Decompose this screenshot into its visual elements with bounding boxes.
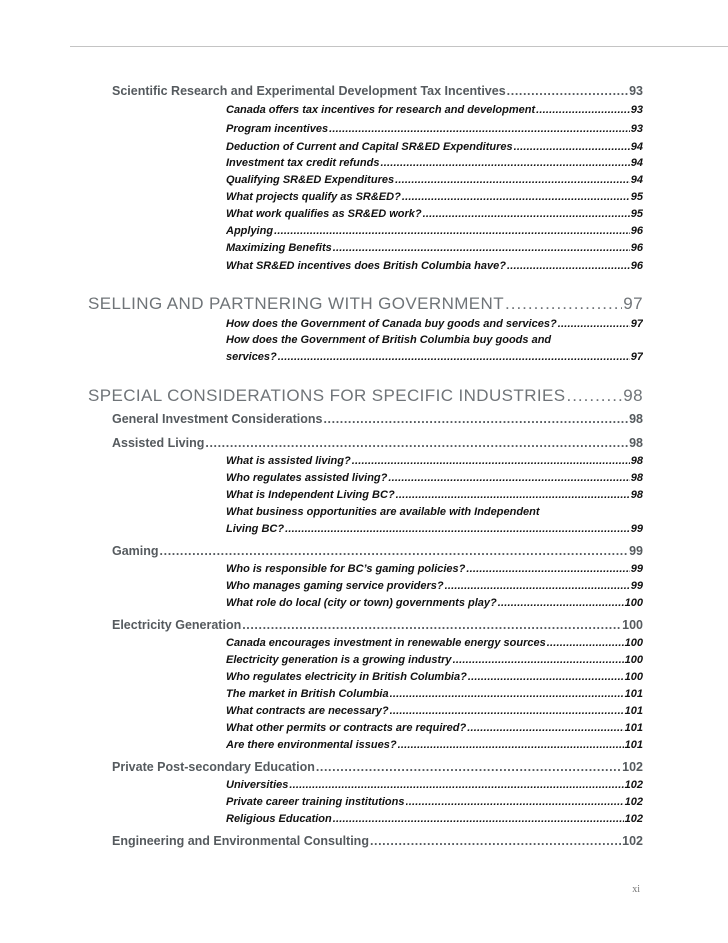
- toc-entry[interactable]: [226, 472, 643, 484]
- toc-entry-page: 101: [624, 739, 643, 751]
- toc-entry-page: 102: [624, 796, 643, 808]
- dot-leader: [242, 618, 621, 632]
- dot-leader: [514, 141, 630, 153]
- toc-entry-lead: What business opportunities are available with Independent: [226, 506, 540, 518]
- toc-entry-page: 98: [630, 489, 643, 501]
- dot-leader: [423, 208, 630, 220]
- toc-entry-page: 99: [629, 544, 643, 558]
- toc-entry[interactable]: [226, 260, 643, 272]
- toc-entry-page: 100: [624, 671, 643, 683]
- toc-entry[interactable]: [226, 739, 643, 751]
- toc-entry-page: 96: [630, 260, 643, 272]
- toc-entry-title: What work qualifies as SR&ED work?: [226, 208, 422, 220]
- dot-leader: [390, 688, 624, 700]
- toc-entry-page: 97: [630, 318, 643, 330]
- dot-leader: [402, 191, 630, 203]
- toc-entry-title: Universities: [226, 779, 289, 791]
- toc-entry-title: Program incentives: [226, 123, 329, 135]
- toc-section-page: 97: [623, 294, 643, 313]
- toc-entry-page: 101: [624, 705, 643, 717]
- toc-entry-page: 102: [624, 813, 643, 825]
- toc-entry[interactable]: [226, 779, 643, 791]
- toc-entry[interactable]: [226, 654, 643, 666]
- toc-entry-page: 100: [622, 618, 643, 632]
- dot-leader: [333, 242, 630, 254]
- toc-entry-sred[interactable]: [112, 84, 643, 98]
- toc-entry[interactable]: [226, 208, 643, 220]
- toc-entry-title: Canada offers tax incentives for research and development: [226, 104, 536, 116]
- toc-entry-page: 101: [624, 688, 643, 700]
- toc-entry-page: 93: [629, 84, 643, 98]
- toc-entry-title: What contracts are necessary?: [226, 705, 389, 717]
- dot-leader: [398, 739, 624, 751]
- toc-section-page: 98: [623, 386, 643, 405]
- toc-entry-page: 102: [622, 834, 643, 848]
- page-number: xi: [632, 884, 640, 895]
- toc-entry[interactable]: [226, 523, 643, 535]
- toc-entry[interactable]: [226, 597, 643, 609]
- toc-entry-title: Are there environmental issues?: [226, 739, 397, 751]
- toc-entry-page: 97: [630, 351, 643, 363]
- toc-entry-title: Electricity Generation: [112, 618, 242, 632]
- toc-entry[interactable]: [226, 225, 643, 237]
- toc-entry[interactable]: [226, 705, 643, 717]
- toc-entry[interactable]: [226, 141, 643, 153]
- dot-leader: [278, 351, 630, 363]
- toc-entry-page: 98: [629, 436, 643, 450]
- toc-entry-page: 102: [624, 779, 643, 791]
- toc-entry-title: General Investment Considerations: [112, 412, 323, 426]
- toc-entry-page: 99: [630, 580, 643, 592]
- dot-leader: [536, 104, 630, 116]
- toc-entry-title: Investment tax credit refunds: [226, 157, 380, 169]
- toc-entry-page: 96: [630, 242, 643, 254]
- toc-entry-page: 93: [630, 123, 643, 135]
- toc-entry[interactable]: [226, 157, 643, 169]
- toc-entry[interactable]: [226, 796, 643, 808]
- toc-entry-gaming[interactable]: [112, 544, 643, 558]
- dot-leader: [453, 654, 624, 666]
- toc-section-title: SPECIAL CONSIDERATIONS FOR SPECIFIC INDUSTRIES: [88, 386, 566, 405]
- dot-leader: [507, 84, 628, 98]
- dot-leader: [329, 123, 630, 135]
- toc-entry-page: 101: [624, 722, 643, 734]
- dot-leader: [333, 813, 624, 825]
- toc-entry-lead: How does the Government of British Columbia buy goods and: [226, 334, 552, 346]
- dot-leader: [445, 580, 630, 592]
- toc-entry-title: Who is responsible for BC’s gaming policies?: [226, 563, 466, 575]
- toc-entry-title: Assisted Living: [112, 436, 205, 450]
- toc-entry-title: How does the Government of Canada buy goods and services?: [226, 318, 557, 330]
- toc-entry-general-investment[interactable]: [112, 412, 643, 426]
- toc-entry-title: Who regulates assisted living?: [226, 472, 388, 484]
- dot-leader: [388, 472, 629, 484]
- header-rule: [70, 46, 728, 47]
- dot-leader: [205, 436, 628, 450]
- toc-entry[interactable]: [226, 174, 643, 186]
- toc-entry-title: What is Independent Living BC?: [226, 489, 395, 501]
- dot-leader: [466, 563, 629, 575]
- toc-entry[interactable]: [226, 489, 643, 501]
- toc-entry-title: Private Post-secondary Education: [112, 760, 315, 774]
- toc-entry-title: Qualifying SR&ED Expenditures: [226, 174, 395, 186]
- dot-leader: [323, 412, 628, 426]
- toc-entry-page: 98: [630, 472, 643, 484]
- toc-entry-page: 102: [622, 760, 643, 774]
- toc-entry-assisted-living[interactable]: [112, 436, 643, 450]
- toc-entry[interactable]: [226, 242, 643, 254]
- toc-entry[interactable]: [226, 722, 643, 734]
- toc-entry[interactable]: [226, 688, 643, 700]
- toc-entry-title: Deduction of Current and Capital SR&ED Expenditures: [226, 141, 513, 153]
- toc-entry-title: Living BC?: [226, 523, 285, 535]
- dot-leader: [558, 318, 630, 330]
- toc-entry[interactable]: [226, 455, 643, 467]
- toc-entry-page: 94: [630, 174, 643, 186]
- toc-entry-title: What is assisted living?: [226, 455, 351, 467]
- toc-entry-title: What role do local (city or town) governments play?: [226, 597, 497, 609]
- toc-section-title: SELLING AND PARTNERING WITH GOVERNMENT: [88, 294, 505, 313]
- toc-entry-page: 93: [630, 104, 643, 116]
- dot-leader: [507, 260, 630, 272]
- toc-entry-title: The market in British Columbia: [226, 688, 389, 700]
- dot-leader: [370, 834, 621, 848]
- toc-entry-title: Who manages gaming service providers?: [226, 580, 444, 592]
- toc-entry-post-secondary[interactable]: [112, 760, 643, 774]
- dot-leader: [467, 722, 623, 734]
- toc-entry-engineering[interactable]: [112, 834, 643, 848]
- toc-entry-title: Private career training institutions: [226, 796, 405, 808]
- toc-entry-title: What other permits or contracts are required?: [226, 722, 467, 734]
- toc-entry-title: What projects qualify as SR&ED?: [226, 191, 401, 203]
- toc-entry-page: 100: [624, 597, 643, 609]
- toc-entry[interactable]: [226, 671, 643, 683]
- toc-entry-title: What SR&ED incentives does British Columbia have?: [226, 260, 506, 272]
- toc-entry-title: Applying: [226, 225, 274, 237]
- toc-entry[interactable]: [226, 580, 643, 592]
- toc-entry-title: Maximizing Benefits: [226, 242, 332, 254]
- dot-leader: [285, 523, 630, 535]
- toc-section-industries[interactable]: [88, 386, 643, 406]
- dot-leader: [289, 779, 623, 791]
- toc-entry[interactable]: [226, 104, 643, 116]
- toc-entry-title: Gaming: [112, 544, 159, 558]
- toc-entry-page: 98: [630, 455, 643, 467]
- dot-leader: [566, 386, 622, 406]
- toc-entry-title: Who regulates electricity in British Columbia?: [226, 671, 467, 683]
- toc-entry-page: 100: [624, 637, 643, 649]
- dot-leader: [316, 760, 621, 774]
- dot-leader: [406, 796, 624, 808]
- toc-entry-page: 94: [630, 157, 643, 169]
- dot-leader: [380, 157, 629, 169]
- dot-leader: [505, 294, 622, 314]
- dot-leader: [395, 174, 630, 186]
- toc-entry-electricity[interactable]: [112, 618, 643, 632]
- dot-leader: [547, 637, 624, 649]
- toc-section-government[interactable]: [88, 294, 643, 314]
- toc-entry[interactable]: [226, 813, 643, 825]
- toc-entry-page: 95: [630, 191, 643, 203]
- toc-entry-page: 100: [624, 654, 643, 666]
- dot-leader: [498, 597, 624, 609]
- toc-entry[interactable]: [226, 637, 643, 649]
- toc-entry[interactable]: [226, 191, 643, 203]
- dot-leader: [352, 455, 630, 467]
- dot-leader: [160, 544, 629, 558]
- toc-entry-title: Canada encourages investment in renewable energy sources: [226, 637, 546, 649]
- toc-entry[interactable]: [226, 123, 643, 135]
- dot-leader: [396, 489, 630, 501]
- toc-entry-page: 99: [630, 563, 643, 575]
- toc-entry-title: Engineering and Environmental Consulting: [112, 834, 369, 848]
- toc-entry-page: 99: [630, 523, 643, 535]
- toc-entry-title: Religious Education: [226, 813, 332, 825]
- toc-entry-title: Electricity generation is a growing industry: [226, 654, 452, 666]
- dot-leader: [468, 671, 624, 683]
- toc-entry[interactable]: [226, 318, 643, 330]
- toc-entry-page: 96: [630, 225, 643, 237]
- toc-entry-title: Scientific Research and Experimental Development Tax Incentives: [112, 84, 506, 98]
- dot-leader: [390, 705, 624, 717]
- toc-entry-title: services?: [226, 351, 277, 363]
- toc-entry[interactable]: [226, 563, 643, 575]
- toc-entry-page: 94: [630, 141, 643, 153]
- dot-leader: [274, 225, 630, 237]
- toc-entry-page: 98: [629, 412, 643, 426]
- toc-entry[interactable]: [226, 351, 643, 363]
- toc-entry-page: 95: [630, 208, 643, 220]
